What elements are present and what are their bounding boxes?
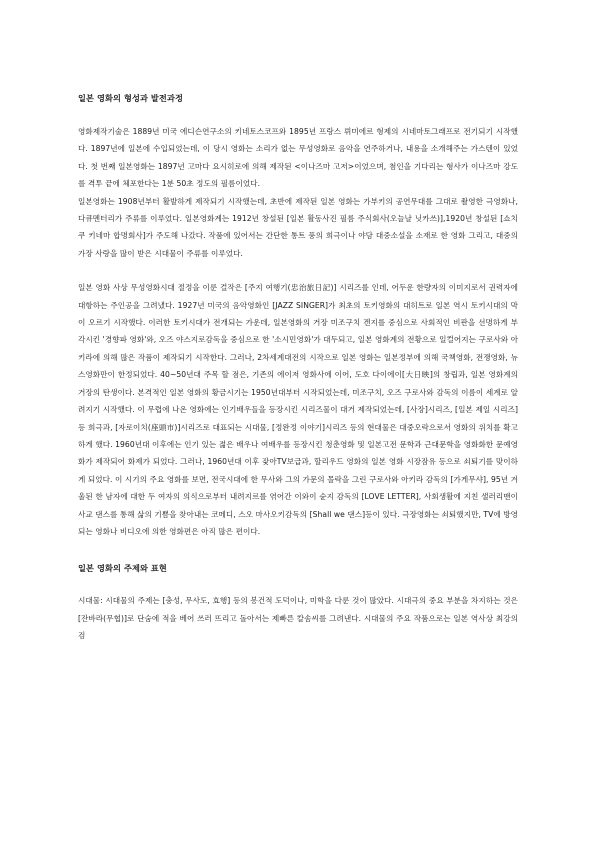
paragraph-origins: 영화제작기술은 1889년 미국 에디슨연구소의 키네토스코프와 1895년 프랑스 뤼미에르 형제의 시네마토그래프로 전기되기 시작했다. 1897년에 일본에 수입되었는데, 이 당시 영화는 소리가 없는 무성영화로 음악을 연주하거나, 내용을 소개해주는 가스텐이 있었다. 첫 번째 일본영화는 1897년 고마다 요시히로에 의해 제작된 <이나즈마 고저>이었으며, 첨인을 기다리는 형사가 이나즈마 강도를 격투 끝에 체포한다는 1분 50초 정도의 필름이었다. <box>78 127 518 189</box>
paragraph-gap <box>78 262 518 279</box>
document-body <box>78 92 518 645</box>
paragraph-silent-to-golden-age: 일본 영화 사상 무성영화시대 절정을 이룬 걸작은 [주지 여행기(忠治旅日記)] 시리즈를 인데, 어두운 한량자의 이미지로서 권력자에 대항하는 주인공을 그려냈다. 1927년 미국의 음악영화인 [JAZZ SINGER]가 최초의 토키영화의 대히트로 일본 역시 토키시대의 막이 오르기 시작했다. 이러한 토키시대가 전개되는 가운데, 일본영화의 거장 미조구치 겐지를 중심으로 사회적인 비판을 선명하게 부각시킨 '경향파 영화'와, 오즈 야스지로감독을 중심으로 한 '소시민영화'가 대두되고, 일본 영화계의 전황으로 일컬어지는 구로사와 아키라에 의해 많은 작품이 제작되기 시작한다. 그러나, 2차세계대전의 시작으로 일본 영화는 일본정부에 의해 국책영화, 전쟁영화, 뉴스영화만이 한정되었다. 40~50년대 주목 할 점은, 기존의 에이저 영화사에 이어, 도호 다이에이[大日映]의 창립과, 일본 영화계의 거장의 탄생이다. 본격적인 일본 영화의 황금시기는 1950년대부터 시작되었는데, 미조구치, 오즈 구로사와 감독의 이름이 세계로 알려지기 시작했다. 이 무렵에 나온 영화에는 인기배우들을 등장시킨 시리즈물이 대거 제작되었는데, [사장]시리즈, [일본 제일 시리즈]등 희극과, [자로이치(座頭市)]시리즈로 대표되는 시대물, [정완정 이야기]시리즈 등의 현대물은 대중오락으로서 영화의 위치를 확고하게 했다. 1960년대 이후에는 인기 있는 젊은 배우나 여배우를 등장시킨 청춘영화 및 일본고전 문학과 근대문학을 영화화한 문예영화가 제작되어 화제가 되었다. 그러나, 1960년대 이후 잦아TV보급과, 할리우드 영화의 일본 영화 시장잠유 등으로 쇠퇴기를 맞이하게 되었다. 이 시기의 주요 영화를 보면, 전국시대에 한 무사와 그의 가문의 몰락을 그린 구로사와 아키라 감독의 [가게무샤], 95년 겨울된 한 남자에 대한 두 여자의 의식으로부터 내려지르를 엮어간 이와이 슌지 감독의 [LOVE LETTER], 사회생활에 지친 샐러리맨이 사교 댄스를 통해 삶의 기쁨을 찾아내는 코메디, 스오 마사오키감독의 [Shall we 댄스]등이 있다. 극장영화는 쇠퇴했지만, TV에 방영되는 영화나 비디오에 의한 영화편은 아직 많은 편이다. <box>78 283 518 536</box>
paragraph-early-films: 일본영화는 1908년부터 활발하게 제작되기 시작했는데, 초반에 제작된 일본 영화는 가부키의 공연무대를 그대로 촬영한 극영화나, 다큐멘터리가 주류를 이루었다. 일본영화계는 1912년 창설된 [일본 활동사진 필름 주식회사(오늘날 닛카쓰)],1920년 창설된 [쇼치쿠 키네마 합명회사]가 주도해 나갔다. 작품에 있어서는 간단한 통트 풍의 희극이나 야담 대중소설을 소재로 한 영화 그리고, 대중의 가장 사랑을 많이 받은 시대물이 주류를 이루었다. <box>78 196 518 258</box>
section-title-formation: 일본 영화의 형성과 발전과정 <box>78 93 183 103</box>
section-title-themes: 일본 영화의 주제와 표현 <box>78 563 167 574</box>
paragraph-period-drama: 시대물: 시대물의 주제는 [충성, 무사도, 효행] 등의 봉건적 도덕이나, 미학을 다룬 것이 많았다. 시대극의 중요 부분을 차지하는 것은 [잔바라(무협)]로 단숨에 적을 베어 쓰러 뜨리고 돌아서는 제빠른 칼솜씨를 그려낸다. 시대물의 주요 작품으로는 일본 역사상 최강의 검 <box>78 596 518 641</box>
